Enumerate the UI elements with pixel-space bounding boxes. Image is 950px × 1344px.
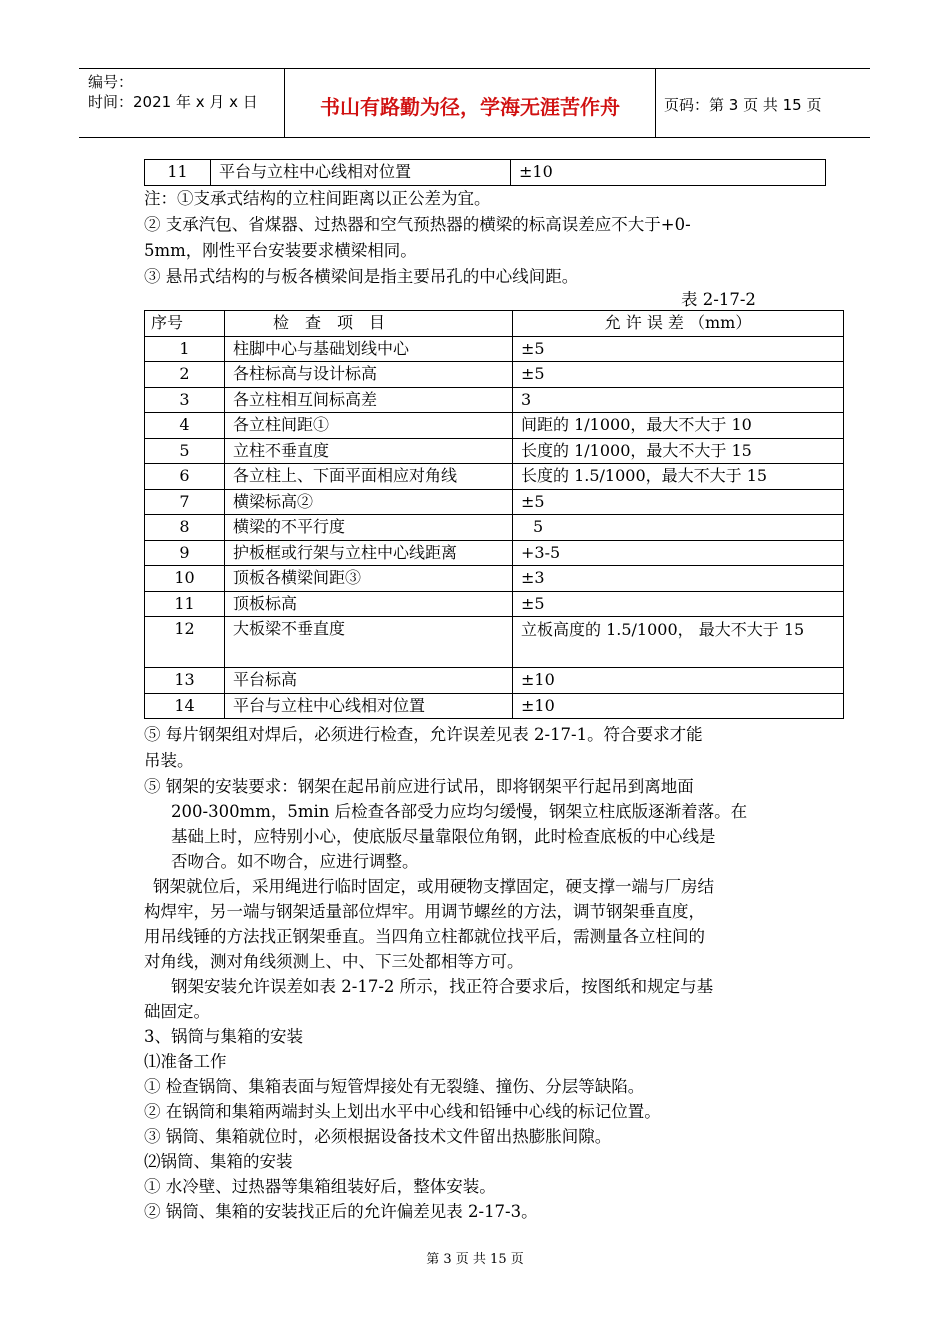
table-row <box>145 668 844 694</box>
table-cell-tolerance: ±5 <box>513 362 844 388</box>
table-cell-item: 各立柱相互间标高差 <box>225 387 513 413</box>
table-row <box>145 540 844 566</box>
table-cell-tolerance: 立板高度的 1.5/1000， 最大不大于 15 <box>513 617 844 668</box>
table-cell-tolerance: 长度的 1/1000，最大不大于 15 <box>513 438 844 464</box>
table-row <box>145 362 844 388</box>
table-cell-tolerance: ±10 <box>513 668 844 694</box>
table-cell-tolerance: 5 <box>513 515 844 541</box>
table-cell-tolerance: ±5 <box>513 336 844 362</box>
table-cell-index: 7 <box>145 489 225 515</box>
table-cell-index: 10 <box>145 566 225 592</box>
section-heading: 3、锅筒与集箱的安装 <box>144 1027 303 1046</box>
header-page-info: 页码：第 3 页 共 15 页 <box>664 96 822 114</box>
table-row <box>145 160 826 186</box>
body-line: 钢架安装允许误差如表 2-17-2 所示，找正符合要求后，按图纸和规定与基 <box>171 977 714 996</box>
table-cell-item: 平台与立柱中心线相对位置 <box>211 160 511 186</box>
table-row <box>145 591 844 617</box>
body-line: 对角线，测对角线须测上、中、下三处都相等方可。 <box>144 952 524 971</box>
table-cell-item: 大板梁不垂直度 <box>225 617 513 668</box>
table-cell-index: 11 <box>145 160 211 186</box>
subsection-heading: ⑴准备工作 <box>144 1052 227 1071</box>
table-cell-index: 9 <box>145 540 225 566</box>
table-cell-index: 3 <box>145 387 225 413</box>
document-number-label: 编号： <box>88 73 134 91</box>
table-row <box>145 336 844 362</box>
header-meta <box>79 69 284 137</box>
tolerance-table <box>144 310 844 719</box>
body-line: ② 锅筒、集箱的安装找正后的允许偏差见表 2-17-3。 <box>144 1202 538 1221</box>
table-cell-tolerance: ±5 <box>513 489 844 515</box>
note-2: ② 支承汽包、省煤器、过热器和空气预热器的横梁的标高误差应不大于+0- <box>144 215 691 234</box>
table-cell-index: 11 <box>145 591 225 617</box>
table-cell-item: 横梁的不平行度 <box>225 515 513 541</box>
table-cell-item: 横梁标高② <box>225 489 513 515</box>
table-row <box>145 489 844 515</box>
table-cell-index: 1 <box>145 336 225 362</box>
body-line: 吊装。 <box>144 751 194 770</box>
table-cell-tolerance: 3 <box>513 387 844 413</box>
table-cell-index: 12 <box>145 617 225 668</box>
table-row <box>145 617 844 668</box>
body-line: ① 水冷壁、过热器等集箱组装好后，整体安装。 <box>144 1177 496 1196</box>
table-row <box>145 566 844 592</box>
column-header-index: 序号 <box>145 311 225 337</box>
body-line: 否吻合。如不吻合，应进行调整。 <box>171 852 419 871</box>
column-header-tolerance: 允 许 误 差 （mm） <box>513 311 844 337</box>
table-cell-item: 各立柱间距① <box>225 413 513 439</box>
table-cell-item: 顶板标高 <box>225 591 513 617</box>
table-row <box>145 413 844 439</box>
body-line: 基础上时，应特别小心，使底版尽量靠限位角钢，此时检查底板的中心线是 <box>171 827 716 846</box>
table-cell-index: 8 <box>145 515 225 541</box>
table-cell-index: 14 <box>145 693 225 719</box>
document-time-label: 时间：2021 年 x 月 x 日 <box>88 93 258 111</box>
note-3: ③ 悬吊式结构的与板各横梁间是指主要吊孔的中心线间距。 <box>144 267 579 286</box>
table-cell-item: 平台标高 <box>225 668 513 694</box>
table-cell-index: 5 <box>145 438 225 464</box>
body-line: 用吊线锤的方法找正钢架垂直。当四角立柱都就位找平后，需测量各立柱间的 <box>144 927 705 946</box>
body-line: 200-300mm，5min 后检查各部受力应均匀缓慢，钢架立柱底版逐渐着落。在 <box>171 802 748 821</box>
table-cell-item: 顶板各横梁间距③ <box>225 566 513 592</box>
note-2-cont: 5mm，刚性平台安装要求横梁相同。 <box>144 241 417 260</box>
table-cell-tolerance: ±3 <box>513 566 844 592</box>
body-line: 构焊牢，另一端与钢架适量部位焊牢。用调节螺丝的方法，调节钢架垂直度， <box>144 902 705 921</box>
body-line: 钢架就位后，采用绳进行临时固定，或用硬物支撑固定，硬支撑一端与厂房结 <box>153 877 714 896</box>
table-row <box>145 387 844 413</box>
table-caption: 表 2-17-2 <box>681 290 756 309</box>
page-header <box>79 68 870 138</box>
column-header-item: 检 查 项 目 <box>225 311 513 337</box>
body-line: ③ 锅筒、集箱就位时，必须根据设备技术文件留出热膨胀间隙。 <box>144 1127 612 1146</box>
subsection-heading: ⑵锅筒、集箱的安装 <box>144 1152 293 1171</box>
table-row <box>145 693 844 719</box>
table-row <box>145 464 844 490</box>
body-line: ② 在锅筒和集箱两端封头上划出水平中心线和铅锤中心线的标记位置。 <box>144 1102 661 1121</box>
table-cell-index: 2 <box>145 362 225 388</box>
table-cell-item: 立柱不垂直度 <box>225 438 513 464</box>
header-motto: 书山有路勤为径，学海无涯苦作舟 <box>320 95 620 119</box>
continued-table <box>144 159 826 186</box>
body-line: ⑤ 钢架的安装要求：钢架在起吊前应进行试吊，即将钢架平行起吊到离地面 <box>144 777 694 796</box>
table-header-row <box>145 311 844 337</box>
body-line: 础固定。 <box>144 1002 210 1021</box>
table-cell-tolerance: 长度的 1.5/1000，最大不大于 15 <box>513 464 844 490</box>
table-row <box>145 438 844 464</box>
table-cell-item: 各立柱上、下面平面相应对角线 <box>225 464 513 490</box>
table-cell-tolerance: ±10 <box>511 160 826 186</box>
table-cell-item: 柱脚中心与基础划线中心 <box>225 336 513 362</box>
page-footer: 第 3 页 共 15 页 <box>426 1252 524 1267</box>
table-cell-index: 6 <box>145 464 225 490</box>
table-cell-tolerance: ±10 <box>513 693 844 719</box>
table-cell-item: 平台与立柱中心线相对位置 <box>225 693 513 719</box>
body-line: ⑤ 每片钢架组对焊后，必须进行检查，允许误差见表 2-17-1。符合要求才能 <box>144 725 703 744</box>
body-line: ① 检查锅筒、集箱表面与短管焊接处有无裂缝、撞伤、分层等缺陷。 <box>144 1077 645 1096</box>
table-cell-item: 护板框或行架与立柱中心线距离 <box>225 540 513 566</box>
table-cell-tolerance: ±5 <box>513 591 844 617</box>
table-cell-tolerance: +3-5 <box>513 540 844 566</box>
table-cell-index: 4 <box>145 413 225 439</box>
table-cell-index: 13 <box>145 668 225 694</box>
table-row <box>145 515 844 541</box>
note-1: 注：①支承式结构的立柱间距离以正公差为宜。 <box>144 189 491 208</box>
table-cell-tolerance: 间距的 1/1000，最大不大于 10 <box>513 413 844 439</box>
header-divider <box>655 69 656 137</box>
table-cell-item: 各柱标高与设计标高 <box>225 362 513 388</box>
